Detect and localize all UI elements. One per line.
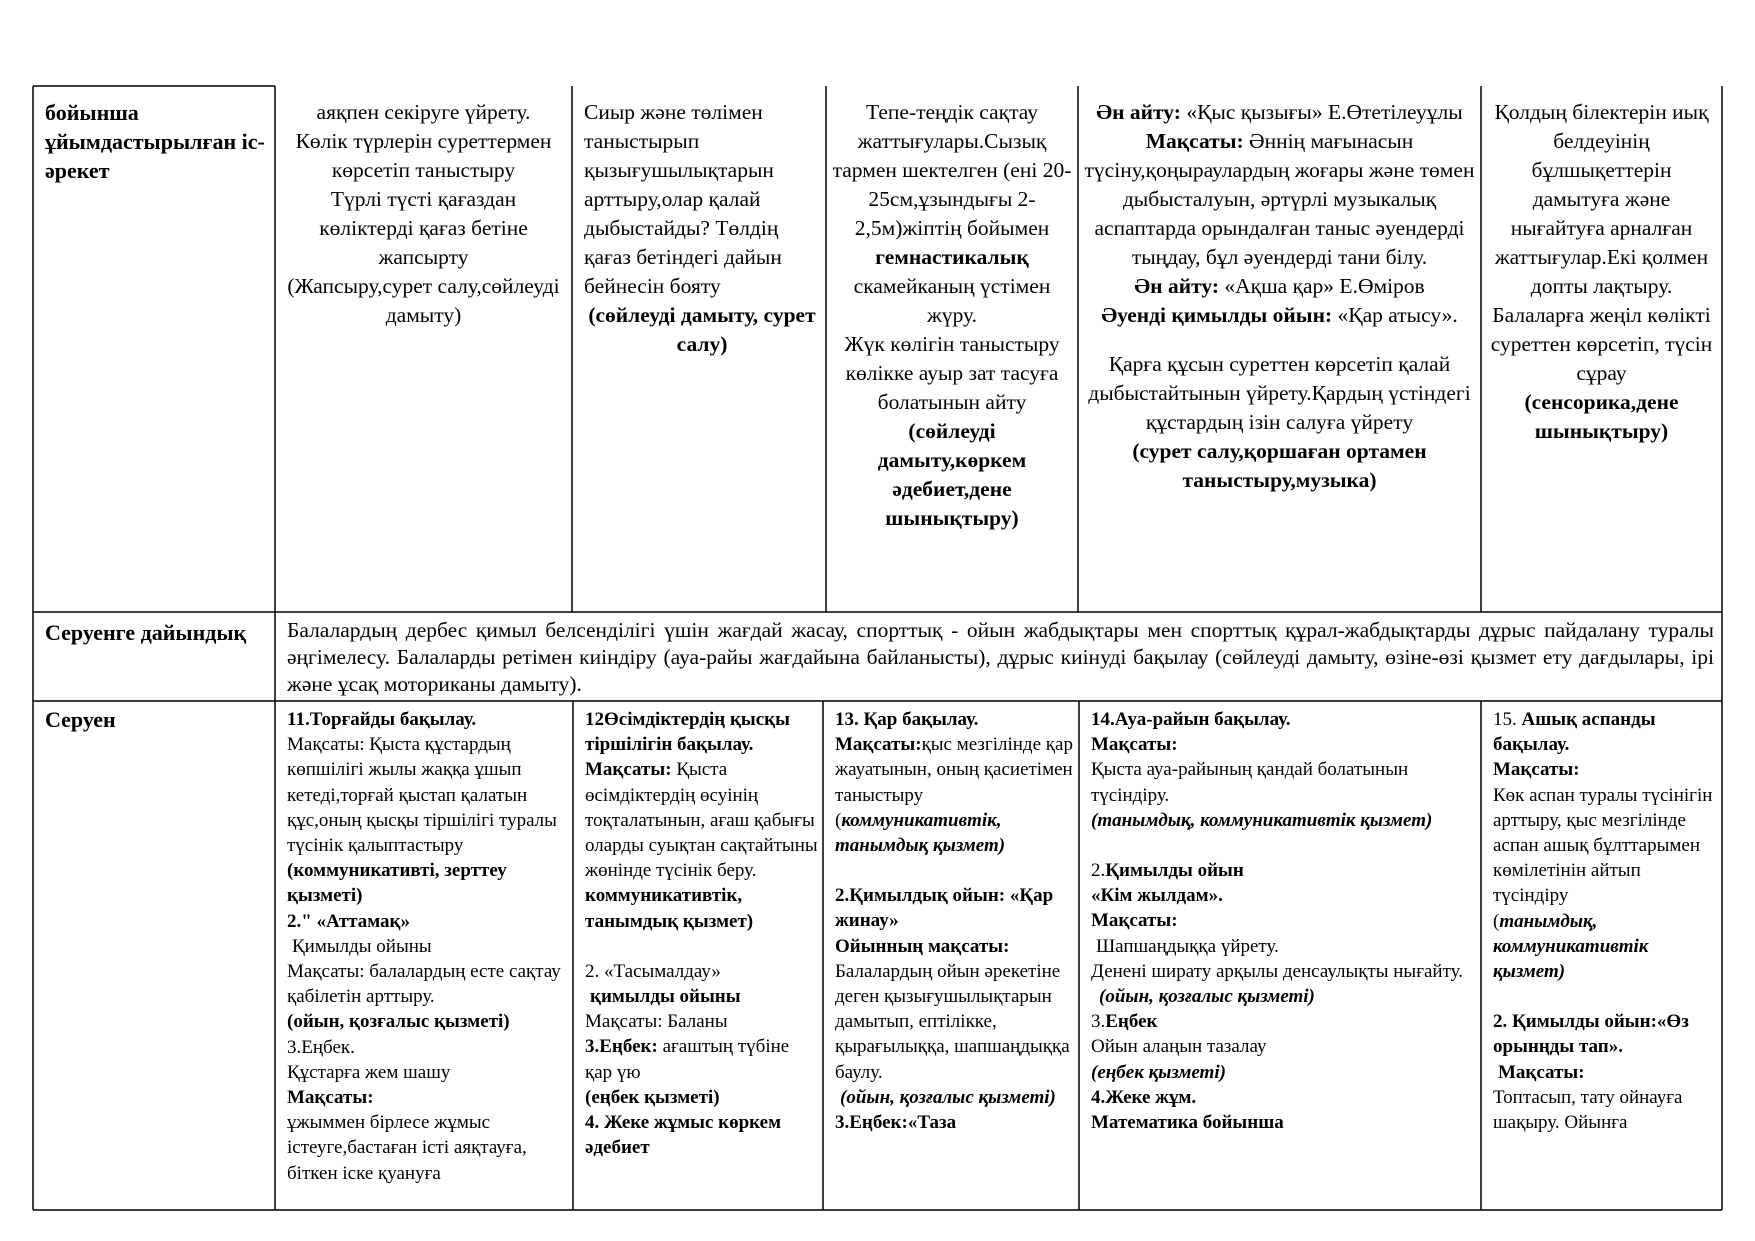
walk-1-work-goal: ұжыммен бірлесе жұмыс істеуге,бастаған істі аяқтауға, біткен іске қуануға (287, 1112, 527, 1184)
activity-3-text-3: Жүк көлігін таныстыру көлікке ауыр зат тасуға болатынын айту (844, 332, 1060, 414)
walk-1-work: 3.Еңбек. (287, 1036, 355, 1058)
activity-3-bold-1: гемнастикалық (875, 245, 1029, 269)
activity-cell-4 (1078, 86, 1481, 612)
walk-2-tag-1: коммуникативтік, танымдық қызмет) (585, 885, 754, 932)
walk-1-game-type: Қимылды ойыны (292, 935, 432, 957)
activity-1-line-3: Түрлі түсті қағаздан көліктерді қағаз бетіне жапсырту (319, 187, 528, 269)
walk-2-individual: 4. Жеке жұмыс көркем әдебиет (585, 1112, 782, 1159)
activity-2-text: Сиыр және төлімен таныстырып қызығушылықтарын арттыру,олар қалай дыбыстайды? Төлдің қағаз бетіндегі дайын бейнесін бояту (584, 100, 782, 298)
activity-cell-1 (275, 86, 572, 612)
activity-4-song-2: Ән айту: «Ақша қар» Е.Өміров (1134, 274, 1425, 298)
activity-1-line-4: (Жапсыру,сурет салу,сөйлеуді дамыту) (287, 274, 560, 327)
walk-2-goal: Мақсаты: Қыста өсімдіктердің өсуінің тоқталатынын, ағаш қабығы оларды суықтан сақтайтыны жөнінде түсінік беру. (585, 759, 818, 882)
walk-cell-5 (1481, 701, 1722, 1210)
walk-5-game-goal: Топтасып, тату ойнауға шақыру. Ойынға (1493, 1086, 1683, 1134)
walk-3-work: 3.Еңбек:«Таза (835, 1112, 957, 1134)
walk-cell-3 (823, 701, 1079, 1210)
walk-2-game-title: 2. «Тасымалдау» (585, 960, 721, 982)
walk-2-game-type: қимылды ойыны (590, 986, 741, 1008)
walk-4-goal-label: Мақсаты: (1091, 734, 1178, 756)
walk-5-tag-1: (танымдық, коммуникативтік қызмет) (1493, 910, 1649, 983)
walk-1-goal-label: Мақсаты: (287, 1087, 374, 1109)
walk-1-work-task: Құстарға жем шашу (287, 1061, 451, 1083)
row-label-walk: Серуен (45, 707, 116, 732)
walk-4-game-goal-label: Мақсаты: (1091, 910, 1178, 932)
walk-4-game-title: 2.Қимылды ойын (1091, 860, 1244, 882)
activity-1-line-2: Көлік түрлерін суреттермен көрсетіп таныстыру (295, 129, 552, 182)
walk-2-game-goal: Мақсаты: Баланы (585, 1011, 728, 1033)
activity-cell-3 (826, 86, 1078, 612)
walk-4-game-name: «Кім жылдам». (1091, 885, 1223, 907)
walk-4-game-goal-2: Денені ширату арқылы денсаулықты нығайту. (1091, 960, 1463, 982)
walk-3-game-goal: Балалардың ойын әрекетіне деген қызығушылықтарын дамытып, ептілікке, қырағылыққа, шапшаңдыққа баулу. (835, 960, 1070, 1083)
walk-5-game-title: 2. Қимылды ойын:«Өз орынңды тап». (1493, 1011, 1689, 1058)
activity-cell-5 (1481, 86, 1722, 612)
walk-3-tag-2: (ойын, қозғалыс қызметі) (840, 1086, 1056, 1108)
walk-4-game-goal-1: Шапшаңдыққа үйрету. (1096, 935, 1279, 957)
walk-4-math: Математика бойынша (1091, 1112, 1284, 1134)
activity-5-tag: (сенсорика,дене шынықтыру) (1524, 390, 1679, 443)
walk-cell-2 (573, 701, 823, 1210)
walk-4-tag-2: (ойын, қозғалыс қызметі) (1099, 986, 1315, 1008)
activity-4-game: Әуенді қимылды ойын: «Қар атысу». (1101, 303, 1458, 327)
walk-3-game-goal-label: Ойынның мақсаты: (835, 935, 1010, 957)
walk-cell-1 (275, 701, 573, 1210)
walk-3-tag-1: (коммуникативтік, танымдық қызмет) (835, 809, 1006, 857)
row-label-prep: Серуенге дайындық (45, 620, 247, 645)
activity-4-tag: (сурет салу,қоршаған ортамен таныстыру,музыка) (1132, 439, 1427, 492)
row-label-activity: бойынша ұйымдастырылған іс-әрекет (45, 100, 265, 183)
activity-5-text: Қолдың білектерін иық белдеуінің бұлшықеттерін дамытуға және нығайтуға арналған жаттығулар.Екі қолмен допты лақтыру. Балаларға жеңіл көлікті суреттен көрсетіп, түсін сұрау (1490, 100, 1713, 385)
activity-3-tag: (сөйлеуді дамыту,көркем әдебиет,дене шынықтыру) (877, 419, 1027, 530)
activity-4-text: Қарға құсын суреттен көрсетіп қалай дыбыстайтынын үйрету.Қардың үстіндегі құстардың ізін салуға үйрету (1088, 352, 1471, 434)
activity-3-text-2: скамейканың үстімен жүру. (853, 274, 1051, 327)
walk-2-title: 12Өсімдіктердің қысқы тіршілігін бақылау. (585, 709, 790, 756)
walk-3-title: 13. Қар бақылау. (835, 709, 979, 730)
activity-cell-2 (572, 86, 826, 612)
walk-1-tag-1: (коммуникативті, зерттеу қызметі) (287, 860, 507, 907)
activity-2-tag: (сөйлеуді дамыту, сурет салу) (588, 303, 816, 356)
walk-1-goal: Мақсаты: Қыста құстардың көпшілігі жылы жаққа ұшып кетеді,торғай қыстап қалатын құс,оның қысқы тіршілігі туралы түсінік қалыптастыру (287, 734, 557, 857)
activity-4-song-1: Ән айту: «Қыс қызығы» Е.Өтетілеуұлы Мақсаты: Әннің мағынасын түсіну,қоңыраулардың жоғары және төмен дыбысталуын, әртүрлі музыкалық аспаптарда орындалған таныс әуендерді тыңдау, бұл әуендерді тани білу. (1084, 100, 1475, 269)
walk-cell-4 (1079, 701, 1481, 1210)
walk-5-goal-label: Мақсаты: (1493, 759, 1580, 781)
activity-1-line-1: аяқпен секіруге үйрету. (316, 100, 531, 124)
walk-4-individual: 4.Жеке жұм. (1091, 1086, 1197, 1108)
walk-3-game-title: 2.Қимылдық ойын: «Қар жинау» (835, 885, 1054, 932)
walk-4-title: 14.Ауа-райын бақылау. (1091, 709, 1291, 730)
walk-4-work-text: Ойын алаңын тазалау (1091, 1036, 1267, 1058)
activity-3-text-1: Тепе-теңдік сақтау жаттығулары.Сызық тармен шектелген (ені 20-25см,ұзындығы 2-2,5м)жіптің бойымен (832, 100, 1072, 240)
walk-2-tag-2: (еңбек қызметі) (585, 1086, 720, 1108)
walk-1-game-title: 2." «Аттамақ» (287, 910, 410, 932)
walk-4-tag-3: (еңбек қызметі) (1091, 1061, 1226, 1083)
walk-5-game-goal-label: Мақсаты: (1498, 1061, 1585, 1083)
prep-text: Балалардың дербес қимыл белсенділігі үшін жағдай жасау, спорттық - ойын жабдықтары мен спорттық құрал-жабдықтарды дұрыс пайдалану туралы әңгімелесу. Балаларды ретімен киіндіру (ауа-райы жағдайына байланысты), дұрыс киінуді бақылау (сөйлеуді дамыту, өзіне-өзі қызмет ету дағдылары, ірі және ұсақ моториканы дамыту). (287, 618, 1714, 696)
walk-4-tag-1: (танымдық, коммуникативтік қызмет) (1091, 809, 1433, 831)
walk-3-goal: Мақсаты:қыс мезгілінде қар жауатынын, оның қасиетімен таныстыру (835, 734, 1073, 806)
walk-5-goal: Көк аспан туралы түсінігін арттыру, қыс мезгілінде аспан ашық бұлттарымен көмілетінін айтып түсіндіру (1493, 784, 1713, 907)
walk-2-work: 3.Еңбек: ағаштың түбіне қар үю (585, 1036, 790, 1083)
walk-4-work: 3.Еңбек (1091, 1011, 1158, 1033)
walk-4-goal: Қыста ауа-райының қандай болатынын түсіндіру. (1091, 759, 1409, 806)
walk-1-game-goal: Мақсаты: балалардың есте сақтау қабілетін арттыру. (287, 961, 561, 1008)
walk-1-tag-2: (ойын, қозғалыс қызметі) (287, 1011, 510, 1033)
walk-1-title: 11.Торғайды бақылау. (287, 709, 477, 730)
walk-5-title: 15. Ашық аспанды бақылау. (1493, 709, 1656, 756)
